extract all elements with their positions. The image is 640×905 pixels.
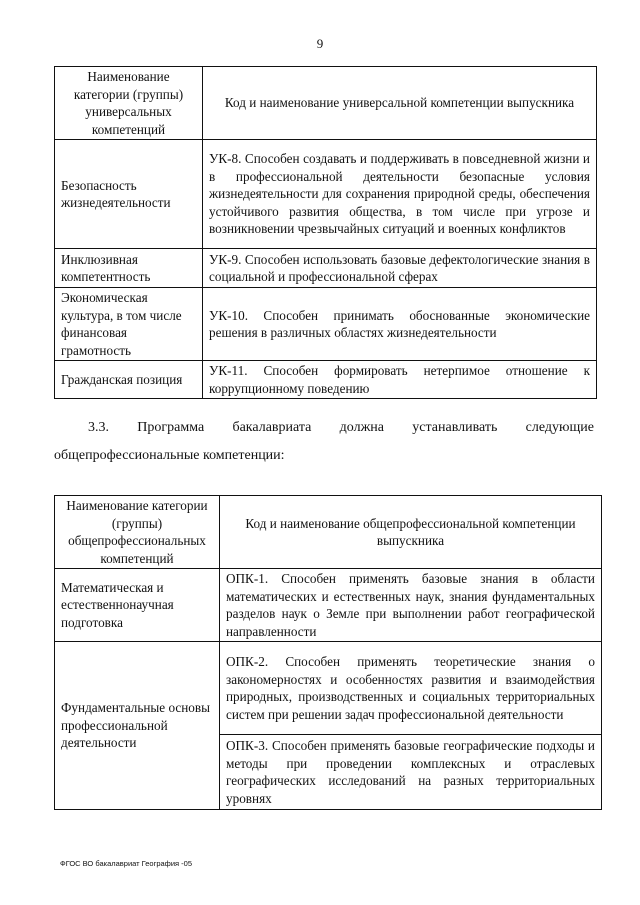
table-row	[55, 361, 597, 399]
category-cell: Математическая и естественнонаучная подготовка	[55, 569, 220, 642]
table-row	[55, 642, 602, 735]
table-row	[55, 140, 597, 249]
paragraph-word: бакалавриата	[232, 420, 312, 435]
competence-cell: УК-8. Способен создавать и поддерживать в повседневной жизни и в профессиональной деятельности безопасные условия жизнедеятельности для сохранения природной среды, обеспечения устойчивого развития общества, в том числе при угрозе и возникновении чрезвычайных ситуаций и военных конфликтов	[203, 140, 597, 249]
table-header-row	[55, 496, 602, 569]
competence-cell: ОПК-3. Способен применять базовые географические подходы и методы при проведении комплексных и отраслевых географических исследований на разных территориальных уровнях	[220, 735, 602, 810]
paragraph-line: общепрофессиональные компетенции:	[54, 448, 285, 463]
competence-cell: УК-10. Способен принимать обоснованные экономические решения в различных областях жизнедеятельности	[203, 288, 597, 361]
category-cell: Экономическая культура, в том числе финансовая грамотность	[55, 288, 203, 361]
table-header-row	[55, 67, 597, 140]
footer-text: ФГОС ВО бакалавриат География -05	[60, 859, 193, 868]
general-professional-competencies-table	[54, 495, 602, 810]
table-row	[55, 249, 597, 288]
header-category-cell: Наименование категории (группы) универсальных компетенций	[55, 67, 203, 140]
competence-cell: УК-11. Способен формировать нетерпимое отношение к коррупционному поведению	[203, 361, 597, 399]
competence-cell: ОПК-2. Способен применять теоретические знания о закономерностях и особенностях развития и взаимодействия природных, производственных и социальных территориальных систем при решении задач профессиональной деятельности	[220, 642, 602, 735]
competence-cell: УК-9. Способен использовать базовые дефектологические знания в социальной и профессиональной сферах	[203, 249, 597, 288]
category-cell: Инклюзивная компетентность	[55, 249, 203, 288]
category-cell: Гражданская позиция	[55, 361, 203, 399]
category-cell: Фундаментальные основы профессиональной деятельности	[55, 642, 220, 810]
paragraph-word: устанавливать	[412, 420, 498, 435]
universal-competencies-table	[54, 66, 597, 399]
paragraph-word: следующие	[525, 420, 594, 435]
paragraph-word: Программа	[137, 420, 205, 435]
category-cell: Безопасность жизнедеятельности	[55, 140, 203, 249]
header-competence-cell: Код и наименование общепрофессиональной компетенции выпускника	[220, 496, 602, 569]
section-paragraph	[88, 414, 594, 442]
table-row	[55, 569, 602, 642]
paragraph-word: должна	[339, 420, 384, 435]
header-category-cell: Наименование категории (группы) общепрофессиональных компетенций	[55, 496, 220, 569]
header-competence-cell: Код и наименование универсальной компетенции выпускника	[203, 67, 597, 140]
paragraph-word: 3.3.	[88, 420, 109, 435]
page-number: 9	[316, 36, 324, 51]
competence-cell: ОПК-1. Способен применять базовые знания в области математических и естественных наук, знания фундаментальных разделов наук о Земле при выполнении работ географической направленности	[220, 569, 602, 642]
table-row	[55, 288, 597, 361]
